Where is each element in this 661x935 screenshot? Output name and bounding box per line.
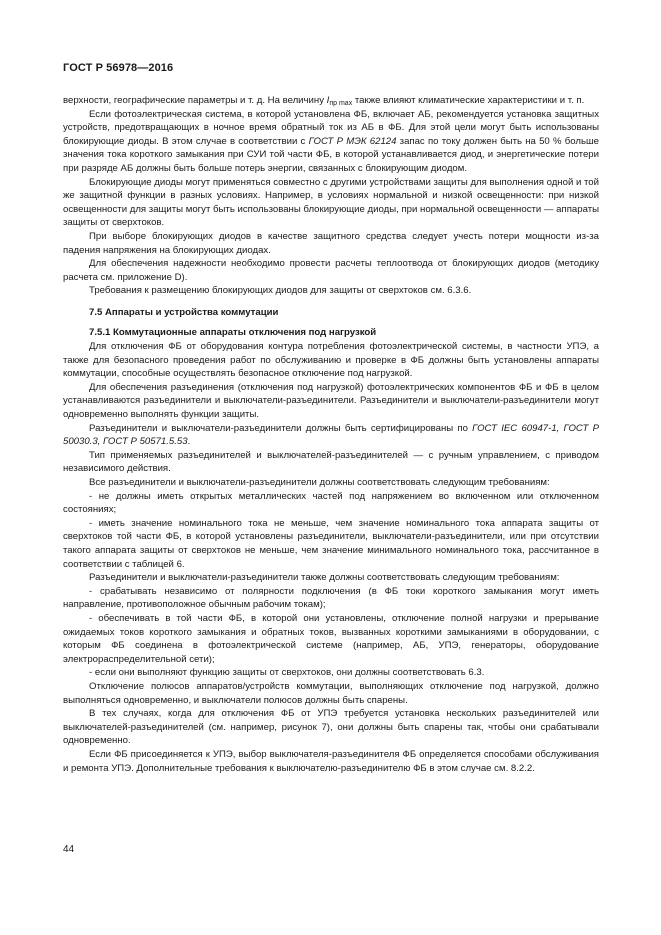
standard-reference: ГОСТ IEC 60947-1, ГОСТ Р 50030.3, ГОСТ Р 50571.5.53 <box>63 422 599 448</box>
text-run: запас по току должен быть на 50 % больше значения тока короткого замыкания при СУИ той части ФБ, в которой устанавливается диод, и энергетические потери при разряде АБ должны быть больше потерь энергии, связанных с блокирующим диодом. <box>63 135 599 174</box>
paragraph <box>63 422 599 449</box>
current-subscript: пр max <box>329 100 353 107</box>
list-item: - если они выполняют функцию защиты от сверхтоков, они должны соответствовать 6.3. <box>89 667 485 679</box>
paragraph: Отключение полюсов аппаратов/устройств коммутации, выполняющих отключение под нагрузкой, должно выполняться одновременно, и выключатели полюсов должны быть спарены. <box>63 680 599 706</box>
document-body <box>63 94 599 775</box>
text-run: также влияют климатические характеристики и т. п. <box>352 95 585 106</box>
paragraph: Для обеспечения надежности необходимо провести расчеты теплоотвода от блокирующих диодов (методику расчета см. приложение D). <box>63 258 599 283</box>
paragraph: При выборе блокирующих диодов в качестве защитного средства следует учесть потери мощности из-за падения напряжения на блокирующих диодах. <box>63 230 599 256</box>
list-item: - иметь значение номинального тока не меньше, чем значение номинального тока аппарата защиты от сверхтоков той части ФБ, в которой установлены разъединители, выключатели-разъединители, или при отсутствии такого аппарата защиты от сверхтоков не меньше, чем значение минимального номинального тока, рассчитанное в соответствии с таблицей 6. <box>63 517 599 570</box>
text-run: Если фотоэлектрическая система, в которой установлена ФБ, включает АБ, рекомендуется установка защитных устройств, предотвращающих в ночное время обратный ток из АБ в ФБ. Для этой цели могут быть использованы блокирующие диоды. В этом случае в соответствии с <box>63 108 599 147</box>
paragraph: В тех случаях, когда для отключения ФБ от УПЭ требуется установка нескольких разъединителей или выключателей-разъединителей (см. например, рисунок 7), они должны быть спарены так, чтобы они срабатывали одновременно. <box>63 708 599 747</box>
paragraph: Тип применяемых разъединителей и выключателей-разъединителей — с ручным управлением, с приводом независимого действия. <box>63 449 599 475</box>
paragraph: Если ФБ присоединяется к УПЭ, выбор выключателя-разъединителя ФБ определяется способами обслуживания и ремонта УПЭ. Дополнительные требования к выключателю-разъединителю ФБ в этом случае см. 8.2.2. <box>63 748 599 774</box>
paragraph: Для обеспечения разъединения (отключения под нагрузкой) фотоэлектрических компонентов ФБ и ФБ в целом устанавливаются разъединители и выключатели-разъединители. Разъединители и выключатели-разъединители могут одновременно выполнять функции защиты. <box>63 381 599 421</box>
text-run: верхности, географические параметры и т. д. На величину <box>63 95 327 106</box>
text-run: . <box>187 436 191 448</box>
paragraph: Все разъединители и выключатели-разъединители должны соответствовать следующим требованиям: <box>89 477 550 489</box>
document-header: ГОСТ Р 56978—2016 <box>63 62 174 74</box>
standard-reference: ГОСТ Р МЭК 62124 <box>308 135 397 147</box>
paragraph: Блокирующие диоды могут применяться совместно с другими устройствами защиты для выполнения одной и той же защитной функции в разных условиях. Например, в условиях нормальной и низкой освещенности: при низкой освещенности для защиты могут быть использованы блокирующие диоды, при нормальной освещенности — аппараты защиты от сверхтоков. <box>63 176 599 229</box>
list-item: - не должны иметь открытых металлических частей под напряжением во включенном или отключенном состояниях; <box>63 490 599 516</box>
paragraph: Разъединители и выключатели-разъединители также должны соответствовать следующим требованиям: <box>89 572 560 584</box>
current-symbol: I <box>326 95 330 106</box>
list-item: - обеспечивать в той части ФБ, в которой они установлены, отключение полной нагрузки и прерывание ожидаемых токов короткого замыкания и обратных токов, вызванных короткими замыканиями в оборудовании, с которым ФБ соединена в фотоэлектрической системе (например, АБ, УПЭ, генераторы, оборудование электрораспределительной сети); <box>63 612 599 665</box>
text-run: Разъединители и выключатели-разъединители должны быть сертифицированы по <box>89 422 473 434</box>
paragraph: Для отключения ФБ от оборудования контура потребления фотоэлектрической системы, в частности УПЭ, а также для безопасного проведения работ по обслуживанию и проверке в ФБ должны быть установлены аппараты коммутации, способные осуществлять безопасное отключение под нагрузкой. <box>63 341 599 380</box>
paragraph <box>63 94 599 108</box>
list-item: - срабатывать независимо от полярности подключения (в ФБ токи короткого замыкания могут иметь направление, противоположное обычным рабочим токам); <box>63 585 599 611</box>
paragraph: Требования к размещению блокирующих диодов для защиты от сверхтоков см. 6.3.6. <box>89 285 472 297</box>
section-heading-7-5: 7.5 Аппараты и устройства коммутации <box>89 306 279 318</box>
page-number: 44 <box>63 844 75 855</box>
section-heading-7-5-1: 7.5.1 Коммутационные аппараты отключения под нагрузкой <box>89 326 377 338</box>
paragraph <box>63 108 599 176</box>
